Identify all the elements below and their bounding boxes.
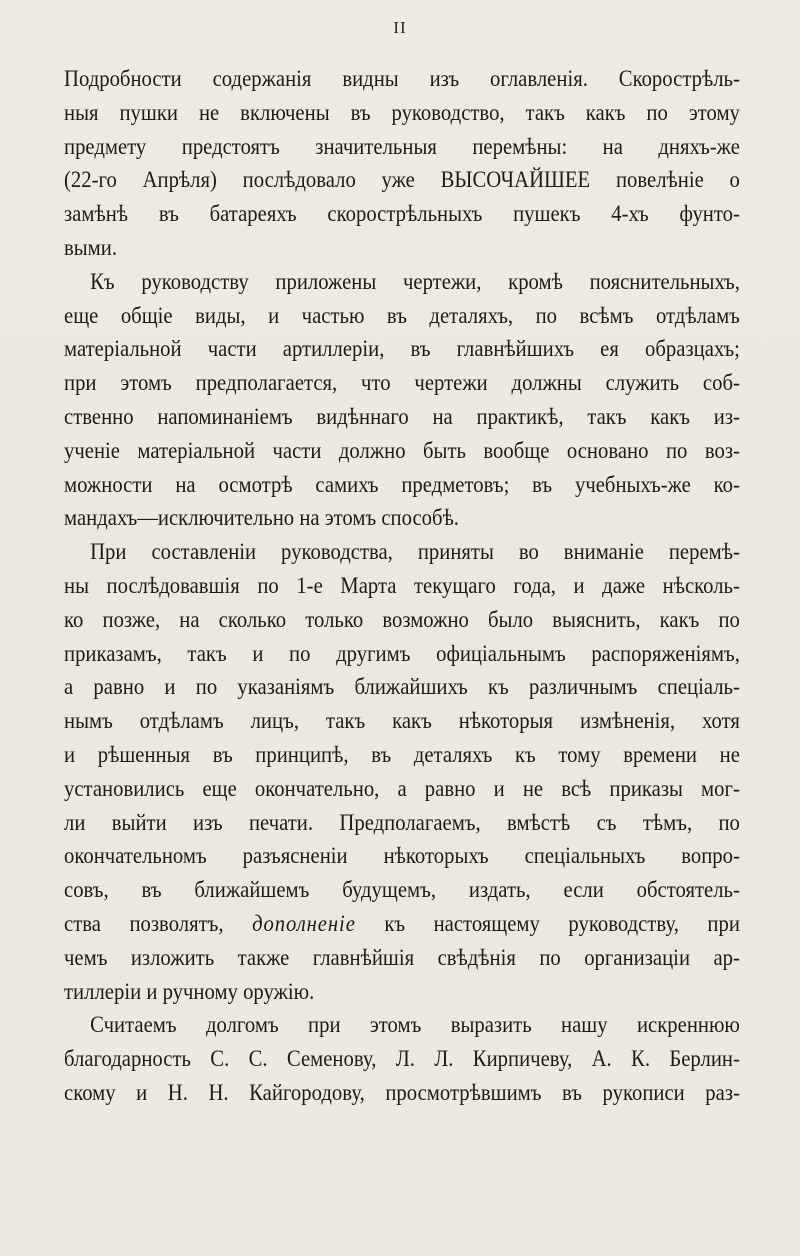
emphasis-text: дополненіе <box>252 910 356 936</box>
page-number: II <box>393 18 407 37</box>
body-text <box>64 62 740 1110</box>
text-line: окончательномъ разъясненіи нѣкоторыхъ спеціальныхъ вопро- <box>64 843 740 869</box>
text-line: благодарность С. С. Семенову, Л. Л. Кирпичеву, А. К. Берлин- <box>64 1046 740 1072</box>
text-line: при этомъ предполагается, что чертежи должны служить соб- <box>64 370 740 396</box>
text-line: ны послѣдовавшія по 1-е Марта текущаго года, и даже нѣсколь- <box>64 572 740 598</box>
text-line: замѣнѣ въ батареяхъ скорострѣльныхъ пушекъ 4-хъ фунто- <box>64 201 740 227</box>
text-line: а равно и по указаніямъ ближайшихъ къ различнымъ спеціаль- <box>64 674 740 700</box>
text-line: мандахъ—исключительно на этомъ способѣ. <box>64 505 459 531</box>
text-line: совъ, въ ближайшемъ будущемъ, издать, если обстоятель- <box>64 877 740 903</box>
text-line: еще общіе виды, и частью въ деталяхъ, по всѣмъ отдѣламъ <box>64 302 740 328</box>
text-line: предмету предстоятъ значительныя перемѣны: на дняхъ-же <box>64 133 740 159</box>
text-line: скому и Н. Н. Кайгородову, просмотрѣвшимъ въ рукописи раз- <box>64 1079 740 1105</box>
text-line: Къ руководству приложены чертежи, кромѣ пояснительныхъ, <box>90 268 740 294</box>
text-line: ко позже, на сколько только возможно было выяснить, какъ по <box>64 606 740 632</box>
text-line: ли выйти изъ печати. Предполагаемъ, вмѣстѣ съ тѣмъ, по <box>64 809 740 835</box>
text-line: нымъ отдѣламъ лицъ, такъ какъ нѣкоторыя измѣненія, хотя <box>64 708 740 734</box>
text-line: приказамъ, такъ и по другимъ офиціальнымъ распоряженіямъ, <box>64 640 740 666</box>
text-line: ученіе матеріальной части должно быть вообще основано по воз- <box>64 437 740 463</box>
text-line: ственно напоминаніемъ видѣннаго на практикѣ, такъ какъ из- <box>64 403 740 429</box>
text-line: Считаемъ долгомъ при этомъ выразить нашу искреннюю <box>90 1012 740 1038</box>
text-line: (22-го Апрѣля) послѣдовало уже ВЫСОЧАЙШЕЕ повелѣніе о <box>64 167 740 193</box>
text-line: ныя пушки не включены въ руководство, такъ какъ по этому <box>64 99 740 125</box>
text-line: При составленіи руководства, приняты во вниманіе перемѣ- <box>90 539 740 565</box>
text-line: Подробности содержанія видны изъ оглавленія. Скорострѣль- <box>64 66 740 91</box>
text-line: ства позволятъ, дополненіе къ настоящему руководству, при <box>64 910 740 936</box>
text-line: установились еще окончательно, а равно и не всѣ приказы мог- <box>64 775 740 801</box>
text-line: матеріальной части артиллеріи, въ главнѣйшихъ ея образцахъ; <box>64 336 740 362</box>
text-line: можности на осмотрѣ самихъ предметовъ; въ учебныхъ-же ко- <box>64 471 740 497</box>
text-line: выми. <box>64 234 118 260</box>
text-line: чемъ изложить также главнѣйшія свѣдѣнія по организаціи ар- <box>64 944 740 970</box>
text-line: тиллеріи и ручному оружію. <box>64 978 315 1004</box>
text-line: и рѣшенныя въ принципѣ, въ деталяхъ къ тому времени не <box>64 741 740 767</box>
